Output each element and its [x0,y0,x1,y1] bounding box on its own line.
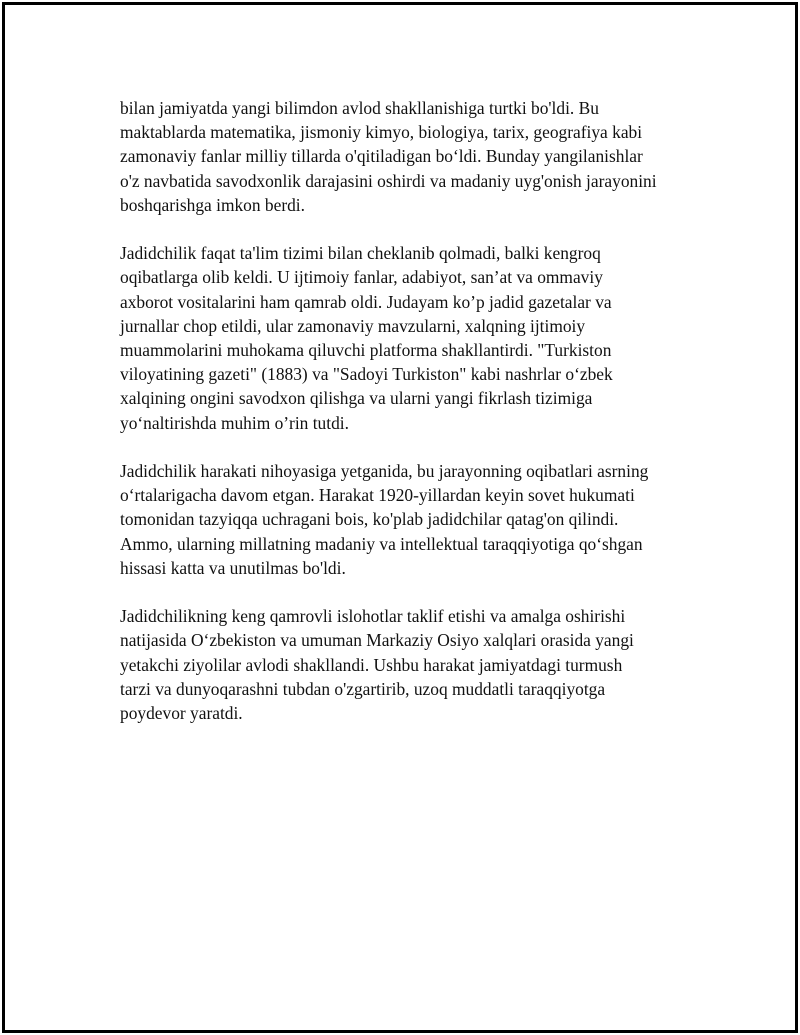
text-line: bilan jamiyatda yangi bilimdon avlod shakllanishiga turtki bo'ldi. Bu [120,98,599,118]
text-line: xalqining ongini savodxon qilishga va ularni yangi fikrlash tizimiga [120,388,593,409]
text-line: viloyatining gazeti" (1883) va "Sadoyi Turkiston" kabi nashrlar o‘zbek [120,364,613,385]
text-line: natijasida O‘zbekiston va umuman Markaziy Osiyo xalqlari orasida yangi [120,630,634,651]
text-line: maktablarda matematika, jismoniy kimyo, biologiya, tarix, geografiya kabi [120,122,643,143]
text-line: jurnallar chop etildi, ular zamonaviy mavzularni, xalqning ijtimoiy [120,315,586,336]
text-line: zamonaviy fanlar milliy tillarda o'qitiladigan bo‘ldi. Bunday yangilanishlar [120,146,643,167]
paragraph-movement-end [120,459,710,580]
text-line: yetakchi ziyolilar avlodi shakllandi. Ushbu harakat jamiyatdagi turmush [120,654,623,675]
text-line: axborot vositalarini ham qamrab oldi. Judayam ko’p jadid gazetalar va [120,291,612,312]
paragraph-education-impact [120,96,710,217]
text-line: yo‘naltirishda muhim o’rin tutdi. [120,412,349,433]
text-line: muammolarini muhokama qiluvchi platforma shakllantirdi. "Turkiston [120,340,612,361]
text-line: Jadidchilik harakati nihoyasiga yetganida, bu jarayonning oqibatlari asrning [120,461,649,482]
paragraph-legacy [120,604,710,725]
text-line: Ammo, ularning millatning madaniy va intellektual taraqqiyotiga qo‘shgan [120,533,643,554]
text-line: tarzi va dunyoqarashni tubdan o'zgartirib, uzoq muddatli taraqqiyotga [120,678,606,699]
document-page [2,2,798,1033]
text-line: poydevor yaratdi. [120,703,243,724]
paragraph-press-and-culture [120,241,710,435]
text-line: o'z navbatida savodxonlik darajasini oshirdi va madaniy uyg'onish jarayonini [120,170,657,191]
text-line: hissasi katta va unutilmas bo'ldi. [120,557,346,578]
document-body [120,96,710,749]
text-line: boshqarishga imkon berdi. [120,194,305,215]
text-line: tomonidan tazyiqqa uchragani bois, ko'plab jadidchilar qatag'on qilindi. [120,509,619,530]
text-line: oqibatlarga olib keldi. U ijtimoiy fanlar, adabiyot, san’at va ommaviy [120,267,603,288]
text-line: o‘rtalarigacha davom etgan. Harakat 1920-yillardan keyin sovet hukumati [120,485,635,506]
text-line: Jadidchilik faqat ta'lim tizimi bilan cheklanib qolmadi, balki kengroq [120,243,601,264]
text-line: Jadidchilikning keng qamrovli islohotlar taklif etishi va amalga oshirishi [120,606,626,627]
